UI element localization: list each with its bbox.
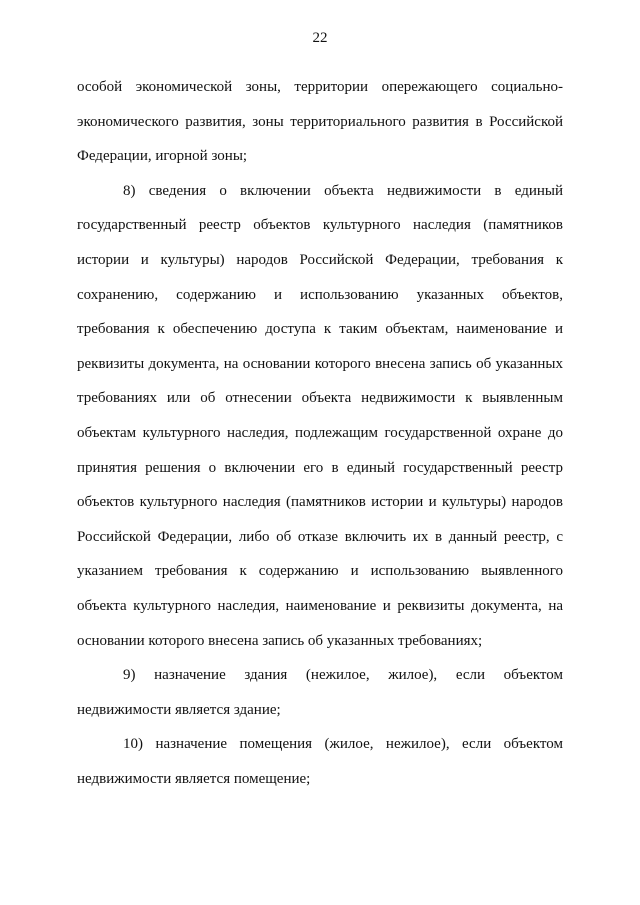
document-body bbox=[77, 70, 563, 796]
paragraph-item-8: 8) сведения о включении объекта недвижимости в единый государственный реестр объектов культурного наследия (памятников истории и культуры) народов Российской Федерации, требования к сохранению, содержанию и использованию указанных объектов, требования к обеспечению доступа к таким объектам, наименование и реквизиты документа, на основании которого внесена запись об указанных требованиях или об отнесении объекта недвижимости к выявленным объектам культурного наследия, подлежащим государственной охране до принятия решения о включении его в единый государственный реестр объектов культурного наследия (памятников истории и культуры) народов Российской Федерации, либо об отказе включить их в данный реестр, с указанием требования к содержанию и использованию выявленного объекта культурного наследия, наименование и реквизиты документа, на основании которого внесена запись об указанных требованиях; bbox=[77, 182, 563, 649]
paragraph-item-10: 10) назначение помещения (жилое, нежилое), если объектом недвижимости является помещение; bbox=[77, 736, 563, 787]
paragraph-continuation: особой экономической зоны, территории опережающего социально-экономического развития, зоны территориального развития в Российской Федерации, игорной зоны; bbox=[77, 79, 563, 165]
page-number: 22 bbox=[312, 30, 328, 46]
paragraph-item-9: 9) назначение здания (нежилое, жилое), если объектом недвижимости является здание; bbox=[77, 667, 563, 718]
